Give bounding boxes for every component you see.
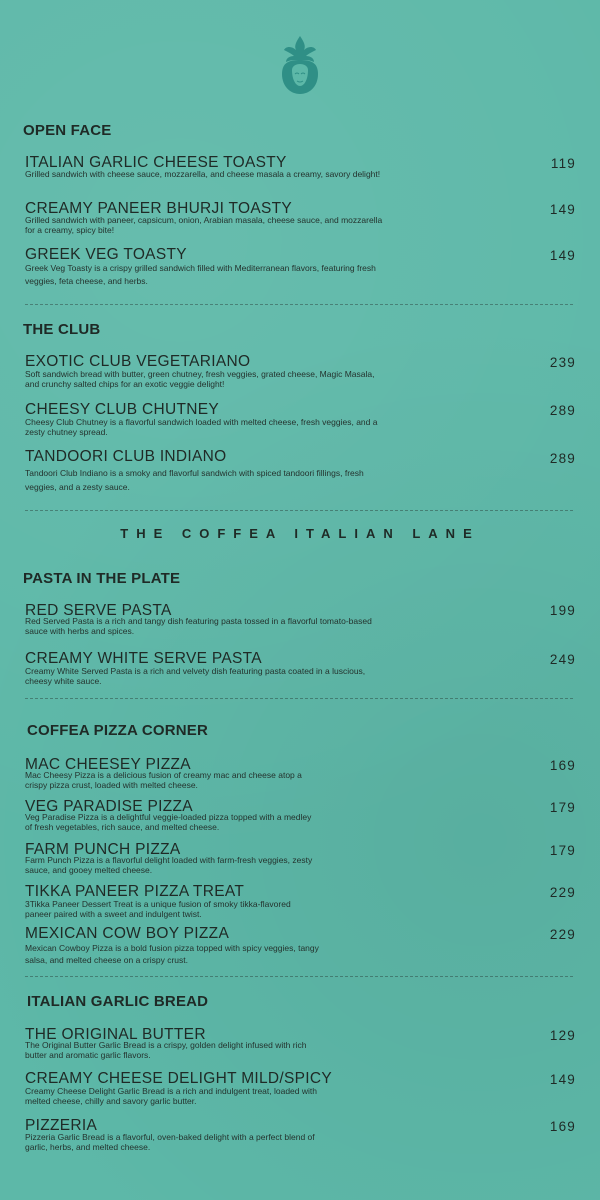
menu-item-price: 119 — [550, 156, 576, 171]
section-divider — [25, 510, 573, 511]
menu-item-price: 229 — [549, 885, 576, 900]
menu-item-description: Grilled sandwich with paneer, capsicum, onion, Arabian masala, cheese sauce, and mozzarella for a creamy, spicy bite! — [25, 215, 383, 235]
menu-item-description: The Original Butter Garlic Bread is a crispy, golden delight infused with rich butter and aromatic garlic flavors. — [25, 1040, 307, 1060]
menu-item-description: Red Served Pasta is a rich and tangy dish featuring pasta tossed in a flavorful tomato-based sauce with herbs and spices. — [25, 616, 372, 636]
menu-item-price: 179 — [549, 843, 576, 858]
menu-item-price: 239 — [549, 355, 576, 370]
menu-item-name: CREAMY WHITE SERVE PASTA — [25, 650, 262, 667]
section-title-the-club: THE CLUB — [23, 321, 101, 338]
menu-item-name: CREAMY PANEER BHURJI TOASTY — [25, 200, 293, 217]
menu-item-description: 3Tikka Paneer Dessert Treat is a unique fusion of smoky tikka-flavored paneer paired with a sweet and indulgent twist. — [25, 899, 291, 919]
menu-item-name: FARM PUNCH PIZZA — [25, 841, 181, 858]
menu-item-price: 249 — [549, 652, 576, 667]
menu-item-name: RED SERVE PASTA — [25, 602, 172, 619]
menu-item-description: Grilled sandwich with cheese sauce, mozzarella, and cheese masala a creamy, savory delight! — [25, 169, 381, 179]
menu-item-name: PIZZERIA — [25, 1117, 98, 1134]
menu-item-price: 169 — [549, 758, 576, 773]
menu-item-price: 289 — [549, 403, 576, 418]
menu-item-description: Farm Punch Pizza is a flavorful delight loaded with farm-fresh veggies, zesty sauce, and gooey melted cheese. — [25, 855, 313, 875]
crowned-lady-logo-icon — [274, 34, 326, 98]
menu-item-description: Soft sandwich bread with butter, green chutney, fresh veggies, grated cheese, Magic Masala, and crunchy salted chips for an exotic veggie delight! — [25, 369, 375, 389]
section-title-open-face: OPEN FACE — [23, 122, 112, 139]
section-title-pizza: COFFEA PIZZA CORNER — [27, 722, 209, 739]
section-divider — [25, 698, 573, 699]
menu-item-description: Mac Cheesy Pizza is a delicious fusion of creamy mac and cheese atop a crispy pizza crust, loaded with melted cheese. — [25, 770, 302, 790]
menu-item-price: 149 — [549, 202, 576, 217]
menu-item-price: 169 — [549, 1119, 576, 1134]
section-divider — [25, 976, 573, 977]
menu-item-description: Mexican Cowboy Pizza is a bold fusion pizza topped with spicy veggies, tangy salsa, and melted cheese on a crispy crust. — [25, 943, 319, 965]
menu-item-price: 199 — [549, 603, 576, 618]
menu-item-name: TIKKA PANEER PIZZA TREAT — [25, 883, 245, 900]
section-title-pasta: PASTA IN THE PLATE — [23, 570, 181, 587]
menu-item-description: Creamy Cheese Delight Garlic Bread is a rich and indulgent treat, loaded with melted cheese, chilly and savory garlic butter. — [25, 1086, 317, 1106]
menu-item-name: MEXICAN COW BOY PIZZA — [25, 925, 230, 942]
section-title-garlic-bread: ITALIAN GARLIC BREAD — [27, 993, 209, 1010]
menu-item-name: TANDOORI CLUB INDIANO — [25, 448, 227, 465]
menu-item-price: 149 — [549, 1072, 576, 1087]
menu-item-name: EXOTIC CLUB VEGETARIANO — [25, 353, 251, 370]
menu-item-price: 129 — [549, 1028, 576, 1043]
menu-item-description: Creamy White Served Pasta is a rich and velvety dish featuring pasta coated in a luscious, cheesy white sauce. — [25, 666, 366, 686]
menu-item-description: Pizzeria Garlic Bread is a flavorful, oven-baked delight with a perfect blend of garlic, herbs, and melted cheese. — [25, 1132, 315, 1152]
menu-item-description: Tandoori Club Indiano is a smoky and flavorful sandwich with spiced tandoori fillings, fresh veggies, and a zesty sauce. — [25, 468, 364, 492]
menu-item-price: 229 — [549, 927, 576, 942]
menu-item-name: GREEK VEG TOASTY — [25, 246, 187, 263]
menu-item-name: MAC CHEESEY PIZZA — [25, 756, 191, 773]
lane-title: THE COFFEA ITALIAN LANE — [120, 526, 480, 541]
menu-item-price: 289 — [549, 451, 576, 466]
menu-item-name: ITALIAN GARLIC CHEESE TOASTY — [25, 154, 287, 171]
section-divider — [25, 304, 573, 305]
menu-item-description: Veg Paradise Pizza is a delightful veggie-loaded pizza topped with a medley of fresh vegetables, rich sauce, and melted cheese. — [25, 812, 312, 832]
menu-item-name: THE ORIGINAL BUTTER — [25, 1026, 206, 1043]
menu-item-name: CHEESY CLUB CHUTNEY — [25, 401, 220, 418]
menu-item-price: 179 — [549, 800, 576, 815]
menu-item-name: CREAMY CHEESE DELIGHT MILD/SPICY — [25, 1070, 333, 1087]
menu-item-price: 149 — [549, 248, 576, 263]
menu-item-description: Cheesy Club Chutney is a flavorful sandwich loaded with melted cheese, fresh veggies, and a zesty chutney spread. — [25, 417, 378, 437]
menu-item-name: VEG PARADISE PIZZA — [25, 798, 193, 815]
menu-item-description: Greek Veg Toasty is a crispy grilled sandwich filled with Mediterranean flavors, featuring fresh veggies, feta cheese, and herbs. — [25, 263, 376, 286]
